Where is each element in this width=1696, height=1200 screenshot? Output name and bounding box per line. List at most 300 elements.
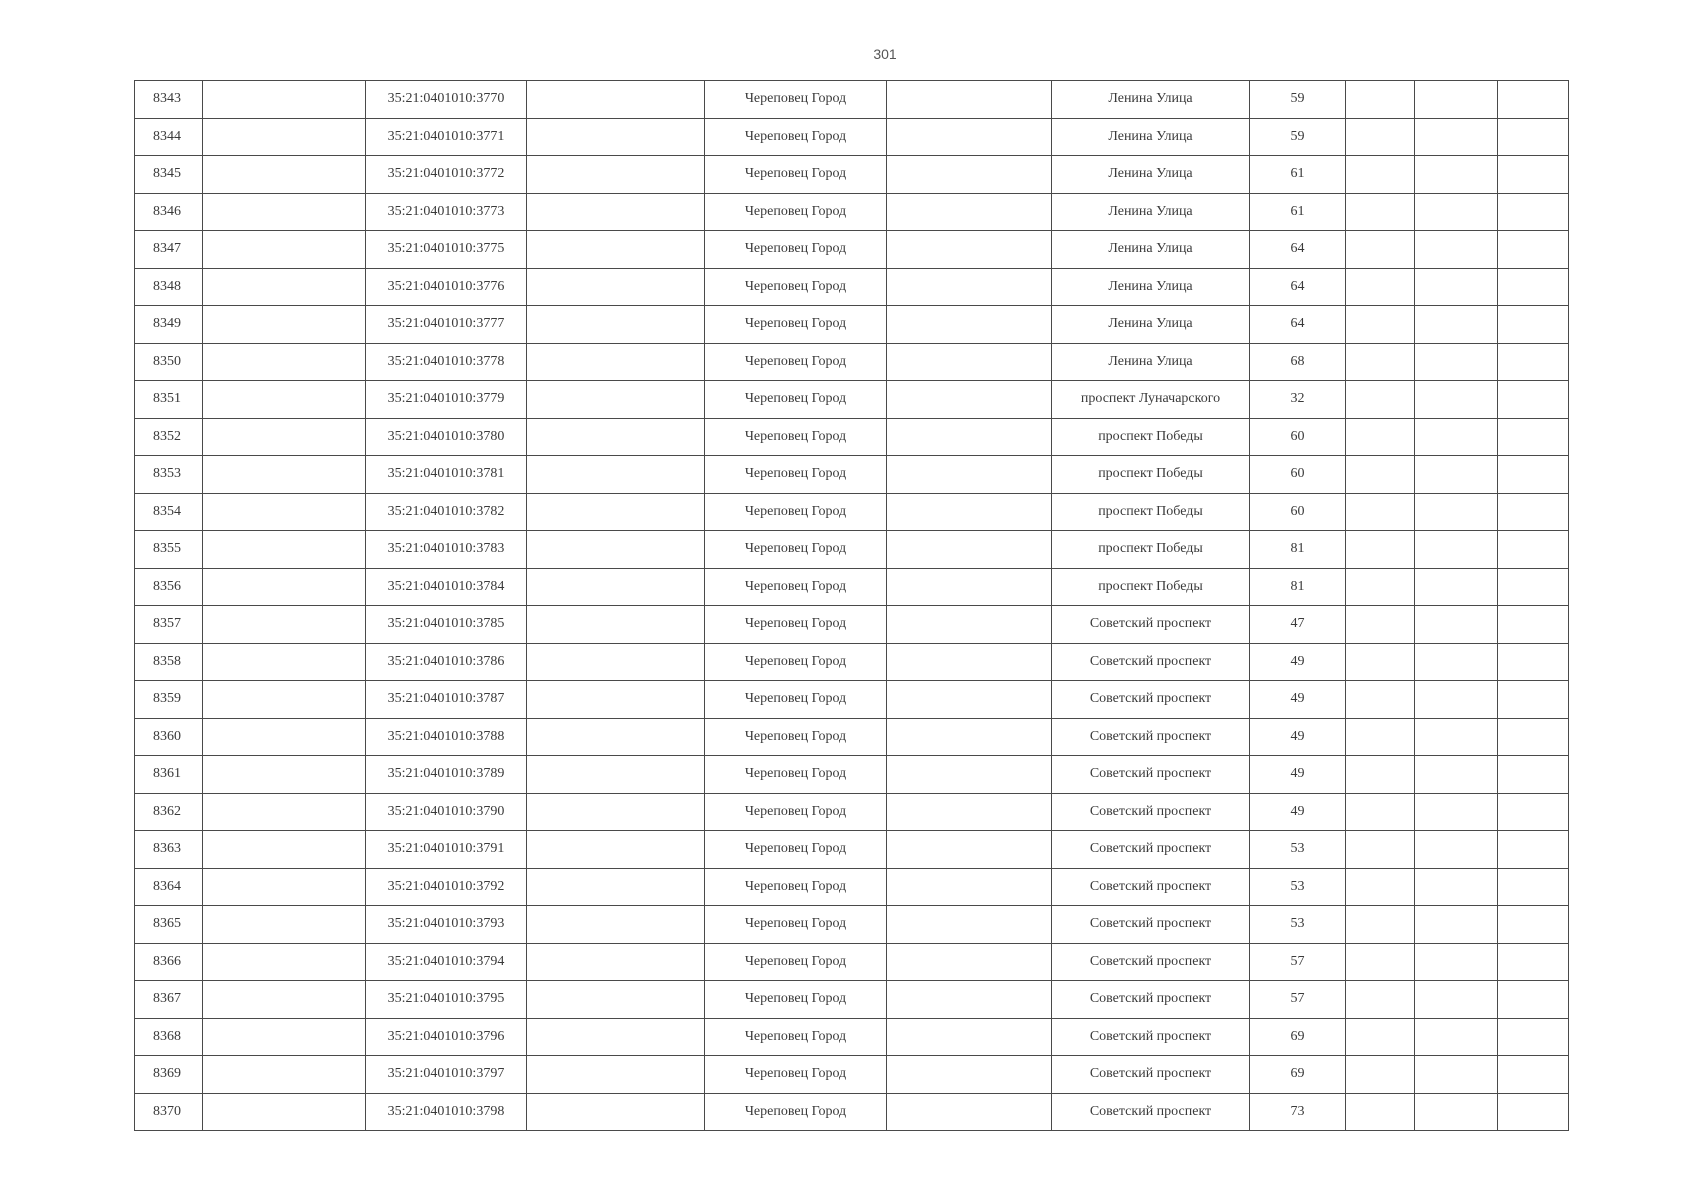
- house-number-cell: 61: [1250, 156, 1346, 194]
- empty-cell: [887, 981, 1052, 1019]
- city-cell: Череповец Город: [705, 906, 887, 944]
- street-cell: Советский проспект: [1052, 831, 1250, 869]
- empty-cell: [1498, 943, 1569, 981]
- empty-cell: [527, 381, 705, 419]
- city-cell: Череповец Город: [705, 1093, 887, 1131]
- house-number-cell: 49: [1250, 793, 1346, 831]
- empty-cell: [887, 343, 1052, 381]
- street-cell: Советский проспект: [1052, 681, 1250, 719]
- table-row: [135, 343, 1569, 381]
- row-number-cell: 8370: [135, 1093, 203, 1131]
- cadastral-number-cell: 35:21:0401010:3783: [366, 531, 527, 569]
- cadastral-number-cell: 35:21:0401010:3771: [366, 118, 527, 156]
- cadastral-number-cell: 35:21:0401010:3775: [366, 231, 527, 269]
- empty-cell: [527, 831, 705, 869]
- empty-cell: [203, 81, 366, 119]
- empty-cell: [1415, 643, 1498, 681]
- house-number-cell: 60: [1250, 493, 1346, 531]
- house-number-cell: 60: [1250, 456, 1346, 494]
- empty-cell: [1415, 606, 1498, 644]
- house-number-cell: 68: [1250, 343, 1346, 381]
- empty-cell: [1346, 118, 1415, 156]
- empty-cell: [1498, 418, 1569, 456]
- table-row: [135, 643, 1569, 681]
- empty-cell: [527, 118, 705, 156]
- house-number-cell: 57: [1250, 943, 1346, 981]
- empty-cell: [1415, 1056, 1498, 1094]
- city-cell: Череповец Город: [705, 418, 887, 456]
- row-number-cell: 8352: [135, 418, 203, 456]
- empty-cell: [1498, 231, 1569, 269]
- row-number-cell: 8364: [135, 868, 203, 906]
- street-cell: Советский проспект: [1052, 1056, 1250, 1094]
- street-cell: проспект Победы: [1052, 493, 1250, 531]
- cadastral-number-cell: 35:21:0401010:3785: [366, 606, 527, 644]
- empty-cell: [527, 793, 705, 831]
- empty-cell: [203, 156, 366, 194]
- cadastral-number-cell: 35:21:0401010:3787: [366, 681, 527, 719]
- empty-cell: [527, 568, 705, 606]
- street-cell: Советский проспект: [1052, 1018, 1250, 1056]
- empty-cell: [1498, 156, 1569, 194]
- row-number-cell: 8360: [135, 718, 203, 756]
- street-cell: Ленина Улица: [1052, 118, 1250, 156]
- empty-cell: [1498, 756, 1569, 794]
- street-cell: проспект Победы: [1052, 531, 1250, 569]
- cadastral-number-cell: 35:21:0401010:3772: [366, 156, 527, 194]
- empty-cell: [887, 193, 1052, 231]
- empty-cell: [887, 118, 1052, 156]
- empty-cell: [887, 381, 1052, 419]
- empty-cell: [1498, 681, 1569, 719]
- house-number-cell: 64: [1250, 268, 1346, 306]
- cadastral-number-cell: 35:21:0401010:3779: [366, 381, 527, 419]
- empty-cell: [527, 156, 705, 194]
- cadastral-number-cell: 35:21:0401010:3793: [366, 906, 527, 944]
- city-cell: Череповец Город: [705, 381, 887, 419]
- row-number-cell: 8369: [135, 1056, 203, 1094]
- empty-cell: [1498, 1093, 1569, 1131]
- empty-cell: [887, 831, 1052, 869]
- cadastral-number-cell: 35:21:0401010:3796: [366, 1018, 527, 1056]
- empty-cell: [527, 1093, 705, 1131]
- empty-cell: [203, 418, 366, 456]
- empty-cell: [527, 268, 705, 306]
- row-number-cell: 8347: [135, 231, 203, 269]
- empty-cell: [1346, 343, 1415, 381]
- house-number-cell: 49: [1250, 756, 1346, 794]
- cadastral-number-cell: 35:21:0401010:3790: [366, 793, 527, 831]
- empty-cell: [203, 193, 366, 231]
- empty-cell: [1415, 306, 1498, 344]
- table-row: [135, 793, 1569, 831]
- table-row: [135, 718, 1569, 756]
- empty-cell: [1346, 681, 1415, 719]
- empty-cell: [1415, 456, 1498, 494]
- empty-cell: [203, 1018, 366, 1056]
- cadastral-number-cell: 35:21:0401010:3798: [366, 1093, 527, 1131]
- cadastral-number-cell: 35:21:0401010:3791: [366, 831, 527, 869]
- empty-cell: [1346, 231, 1415, 269]
- street-cell: Ленина Улица: [1052, 193, 1250, 231]
- empty-cell: [527, 606, 705, 644]
- table-row: [135, 1018, 1569, 1056]
- house-number-cell: 61: [1250, 193, 1346, 231]
- empty-cell: [1415, 943, 1498, 981]
- row-number-cell: 8358: [135, 643, 203, 681]
- empty-cell: [527, 718, 705, 756]
- table-row: [135, 118, 1569, 156]
- city-cell: Череповец Город: [705, 456, 887, 494]
- empty-cell: [1346, 606, 1415, 644]
- empty-cell: [203, 268, 366, 306]
- empty-cell: [527, 681, 705, 719]
- street-cell: проспект Победы: [1052, 456, 1250, 494]
- street-cell: Ленина Улица: [1052, 81, 1250, 119]
- house-number-cell: 53: [1250, 831, 1346, 869]
- empty-cell: [887, 793, 1052, 831]
- cadastral-number-cell: 35:21:0401010:3788: [366, 718, 527, 756]
- street-cell: Ленина Улица: [1052, 268, 1250, 306]
- row-number-cell: 8368: [135, 1018, 203, 1056]
- empty-cell: [887, 268, 1052, 306]
- street-cell: Ленина Улица: [1052, 156, 1250, 194]
- row-number-cell: 8355: [135, 531, 203, 569]
- table-row: [135, 943, 1569, 981]
- cadastral-number-cell: 35:21:0401010:3782: [366, 493, 527, 531]
- row-number-cell: 8356: [135, 568, 203, 606]
- street-cell: Советский проспект: [1052, 1093, 1250, 1131]
- empty-cell: [203, 681, 366, 719]
- street-cell: Советский проспект: [1052, 868, 1250, 906]
- city-cell: Череповец Город: [705, 268, 887, 306]
- registry-table: [134, 80, 1569, 1131]
- empty-cell: [1415, 756, 1498, 794]
- house-number-cell: 64: [1250, 306, 1346, 344]
- empty-cell: [527, 531, 705, 569]
- cadastral-number-cell: 35:21:0401010:3780: [366, 418, 527, 456]
- row-number-cell: 8354: [135, 493, 203, 531]
- empty-cell: [1346, 981, 1415, 1019]
- table-row: [135, 868, 1569, 906]
- table-row: [135, 568, 1569, 606]
- empty-cell: [1498, 643, 1569, 681]
- table-row: [135, 756, 1569, 794]
- empty-cell: [203, 568, 366, 606]
- empty-cell: [203, 981, 366, 1019]
- row-number-cell: 8367: [135, 981, 203, 1019]
- empty-cell: [887, 868, 1052, 906]
- empty-cell: [527, 493, 705, 531]
- empty-cell: [203, 493, 366, 531]
- city-cell: Череповец Город: [705, 831, 887, 869]
- empty-cell: [1498, 306, 1569, 344]
- row-number-cell: 8353: [135, 456, 203, 494]
- cadastral-number-cell: 35:21:0401010:3777: [366, 306, 527, 344]
- empty-cell: [527, 981, 705, 1019]
- empty-cell: [1498, 906, 1569, 944]
- street-cell: Советский проспект: [1052, 643, 1250, 681]
- empty-cell: [1415, 268, 1498, 306]
- empty-cell: [1346, 1093, 1415, 1131]
- empty-cell: [1498, 118, 1569, 156]
- house-number-cell: 57: [1250, 981, 1346, 1019]
- empty-cell: [527, 456, 705, 494]
- row-number-cell: 8366: [135, 943, 203, 981]
- house-number-cell: 49: [1250, 643, 1346, 681]
- street-cell: Ленина Улица: [1052, 306, 1250, 344]
- empty-cell: [203, 831, 366, 869]
- cadastral-number-cell: 35:21:0401010:3781: [366, 456, 527, 494]
- house-number-cell: 59: [1250, 81, 1346, 119]
- empty-cell: [1498, 568, 1569, 606]
- city-cell: Череповец Город: [705, 681, 887, 719]
- empty-cell: [1346, 1018, 1415, 1056]
- city-cell: Череповец Город: [705, 793, 887, 831]
- city-cell: Череповец Город: [705, 943, 887, 981]
- city-cell: Череповец Город: [705, 531, 887, 569]
- street-cell: Ленина Улица: [1052, 343, 1250, 381]
- empty-cell: [887, 943, 1052, 981]
- house-number-cell: 32: [1250, 381, 1346, 419]
- table-row: [135, 1093, 1569, 1131]
- city-cell: Череповец Город: [705, 493, 887, 531]
- table-row: [135, 306, 1569, 344]
- empty-cell: [1415, 381, 1498, 419]
- empty-cell: [1346, 381, 1415, 419]
- empty-cell: [203, 606, 366, 644]
- empty-cell: [1346, 531, 1415, 569]
- empty-cell: [1498, 343, 1569, 381]
- empty-cell: [887, 231, 1052, 269]
- empty-cell: [1415, 1093, 1498, 1131]
- empty-cell: [527, 1018, 705, 1056]
- city-cell: Череповец Город: [705, 868, 887, 906]
- empty-cell: [1498, 793, 1569, 831]
- row-number-cell: 8343: [135, 81, 203, 119]
- empty-cell: [1346, 493, 1415, 531]
- house-number-cell: 49: [1250, 718, 1346, 756]
- table-row: [135, 381, 1569, 419]
- empty-cell: [1346, 718, 1415, 756]
- empty-cell: [1346, 793, 1415, 831]
- empty-cell: [1415, 868, 1498, 906]
- row-number-cell: 8350: [135, 343, 203, 381]
- empty-cell: [887, 493, 1052, 531]
- house-number-cell: 81: [1250, 568, 1346, 606]
- empty-cell: [203, 943, 366, 981]
- house-number-cell: 53: [1250, 906, 1346, 944]
- table-body: [135, 81, 1569, 1131]
- city-cell: Череповец Город: [705, 568, 887, 606]
- table-row: [135, 1056, 1569, 1094]
- table-row: [135, 456, 1569, 494]
- city-cell: Череповец Город: [705, 306, 887, 344]
- empty-cell: [1498, 1056, 1569, 1094]
- row-number-cell: 8348: [135, 268, 203, 306]
- empty-cell: [1346, 268, 1415, 306]
- empty-cell: [1415, 343, 1498, 381]
- table-row: [135, 906, 1569, 944]
- empty-cell: [887, 531, 1052, 569]
- empty-cell: [1415, 156, 1498, 194]
- empty-cell: [1346, 306, 1415, 344]
- city-cell: Череповец Город: [705, 643, 887, 681]
- house-number-cell: 59: [1250, 118, 1346, 156]
- street-cell: проспект Луначарского: [1052, 381, 1250, 419]
- empty-cell: [203, 456, 366, 494]
- street-cell: Советский проспект: [1052, 793, 1250, 831]
- empty-cell: [203, 793, 366, 831]
- table-row: [135, 193, 1569, 231]
- row-number-cell: 8359: [135, 681, 203, 719]
- empty-cell: [203, 343, 366, 381]
- empty-cell: [1346, 1056, 1415, 1094]
- empty-cell: [1415, 906, 1498, 944]
- empty-cell: [1498, 606, 1569, 644]
- empty-cell: [887, 1093, 1052, 1131]
- empty-cell: [1346, 868, 1415, 906]
- cadastral-number-cell: 35:21:0401010:3797: [366, 1056, 527, 1094]
- empty-cell: [1498, 531, 1569, 569]
- cadastral-number-cell: 35:21:0401010:3773: [366, 193, 527, 231]
- empty-cell: [203, 306, 366, 344]
- empty-cell: [527, 906, 705, 944]
- row-number-cell: 8346: [135, 193, 203, 231]
- empty-cell: [527, 81, 705, 119]
- cadastral-number-cell: 35:21:0401010:3784: [366, 568, 527, 606]
- street-cell: Советский проспект: [1052, 906, 1250, 944]
- cadastral-number-cell: 35:21:0401010:3789: [366, 756, 527, 794]
- empty-cell: [1498, 1018, 1569, 1056]
- empty-cell: [203, 118, 366, 156]
- empty-cell: [887, 718, 1052, 756]
- empty-cell: [1346, 568, 1415, 606]
- page-number: 301: [873, 46, 897, 62]
- empty-cell: [1498, 718, 1569, 756]
- house-number-cell: 60: [1250, 418, 1346, 456]
- empty-cell: [1346, 643, 1415, 681]
- table-row: [135, 606, 1569, 644]
- table-row: [135, 531, 1569, 569]
- empty-cell: [1498, 831, 1569, 869]
- row-number-cell: 8365: [135, 906, 203, 944]
- empty-cell: [1346, 81, 1415, 119]
- empty-cell: [527, 193, 705, 231]
- house-number-cell: 64: [1250, 231, 1346, 269]
- cadastral-number-cell: 35:21:0401010:3792: [366, 868, 527, 906]
- cadastral-number-cell: 35:21:0401010:3770: [366, 81, 527, 119]
- empty-cell: [1415, 568, 1498, 606]
- city-cell: Череповец Город: [705, 606, 887, 644]
- house-number-cell: 49: [1250, 681, 1346, 719]
- house-number-cell: 69: [1250, 1056, 1346, 1094]
- empty-cell: [1346, 756, 1415, 794]
- empty-cell: [1346, 906, 1415, 944]
- empty-cell: [1415, 981, 1498, 1019]
- empty-cell: [1415, 418, 1498, 456]
- empty-cell: [527, 1056, 705, 1094]
- row-number-cell: 8362: [135, 793, 203, 831]
- city-cell: Череповец Город: [705, 193, 887, 231]
- street-cell: Советский проспект: [1052, 943, 1250, 981]
- empty-cell: [887, 418, 1052, 456]
- row-number-cell: 8357: [135, 606, 203, 644]
- cadastral-number-cell: 35:21:0401010:3776: [366, 268, 527, 306]
- cadastral-number-cell: 35:21:0401010:3795: [366, 981, 527, 1019]
- empty-cell: [1346, 943, 1415, 981]
- empty-cell: [887, 456, 1052, 494]
- row-number-cell: 8363: [135, 831, 203, 869]
- house-number-cell: 69: [1250, 1018, 1346, 1056]
- table-row: [135, 268, 1569, 306]
- empty-cell: [527, 306, 705, 344]
- city-cell: Череповец Город: [705, 718, 887, 756]
- street-cell: Советский проспект: [1052, 756, 1250, 794]
- city-cell: Череповец Город: [705, 156, 887, 194]
- row-number-cell: 8344: [135, 118, 203, 156]
- table-row: [135, 156, 1569, 194]
- empty-cell: [1346, 156, 1415, 194]
- empty-cell: [1498, 381, 1569, 419]
- empty-cell: [203, 1056, 366, 1094]
- empty-cell: [887, 1018, 1052, 1056]
- city-cell: Череповец Город: [705, 756, 887, 794]
- row-number-cell: 8345: [135, 156, 203, 194]
- row-number-cell: 8349: [135, 306, 203, 344]
- empty-cell: [1415, 118, 1498, 156]
- empty-cell: [203, 718, 366, 756]
- empty-cell: [887, 756, 1052, 794]
- empty-cell: [203, 868, 366, 906]
- cadastral-number-cell: 35:21:0401010:3778: [366, 343, 527, 381]
- empty-cell: [203, 756, 366, 794]
- empty-cell: [887, 906, 1052, 944]
- empty-cell: [1415, 831, 1498, 869]
- empty-cell: [1415, 681, 1498, 719]
- street-cell: Советский проспект: [1052, 718, 1250, 756]
- empty-cell: [1498, 268, 1569, 306]
- empty-cell: [1415, 1018, 1498, 1056]
- city-cell: Череповец Город: [705, 81, 887, 119]
- empty-cell: [1415, 718, 1498, 756]
- city-cell: Череповец Город: [705, 1056, 887, 1094]
- empty-cell: [203, 231, 366, 269]
- table-row: [135, 681, 1569, 719]
- empty-cell: [1498, 193, 1569, 231]
- table-row: [135, 231, 1569, 269]
- empty-cell: [1498, 81, 1569, 119]
- house-number-cell: 53: [1250, 868, 1346, 906]
- street-cell: Ленина Улица: [1052, 231, 1250, 269]
- city-cell: Череповец Город: [705, 118, 887, 156]
- empty-cell: [887, 1056, 1052, 1094]
- empty-cell: [203, 1093, 366, 1131]
- empty-cell: [887, 643, 1052, 681]
- empty-cell: [887, 568, 1052, 606]
- empty-cell: [1346, 193, 1415, 231]
- empty-cell: [1498, 981, 1569, 1019]
- empty-cell: [527, 868, 705, 906]
- table-row: [135, 981, 1569, 1019]
- empty-cell: [203, 381, 366, 419]
- street-cell: Советский проспект: [1052, 606, 1250, 644]
- empty-cell: [527, 418, 705, 456]
- city-cell: Череповец Город: [705, 231, 887, 269]
- empty-cell: [527, 756, 705, 794]
- house-number-cell: 81: [1250, 531, 1346, 569]
- empty-cell: [527, 343, 705, 381]
